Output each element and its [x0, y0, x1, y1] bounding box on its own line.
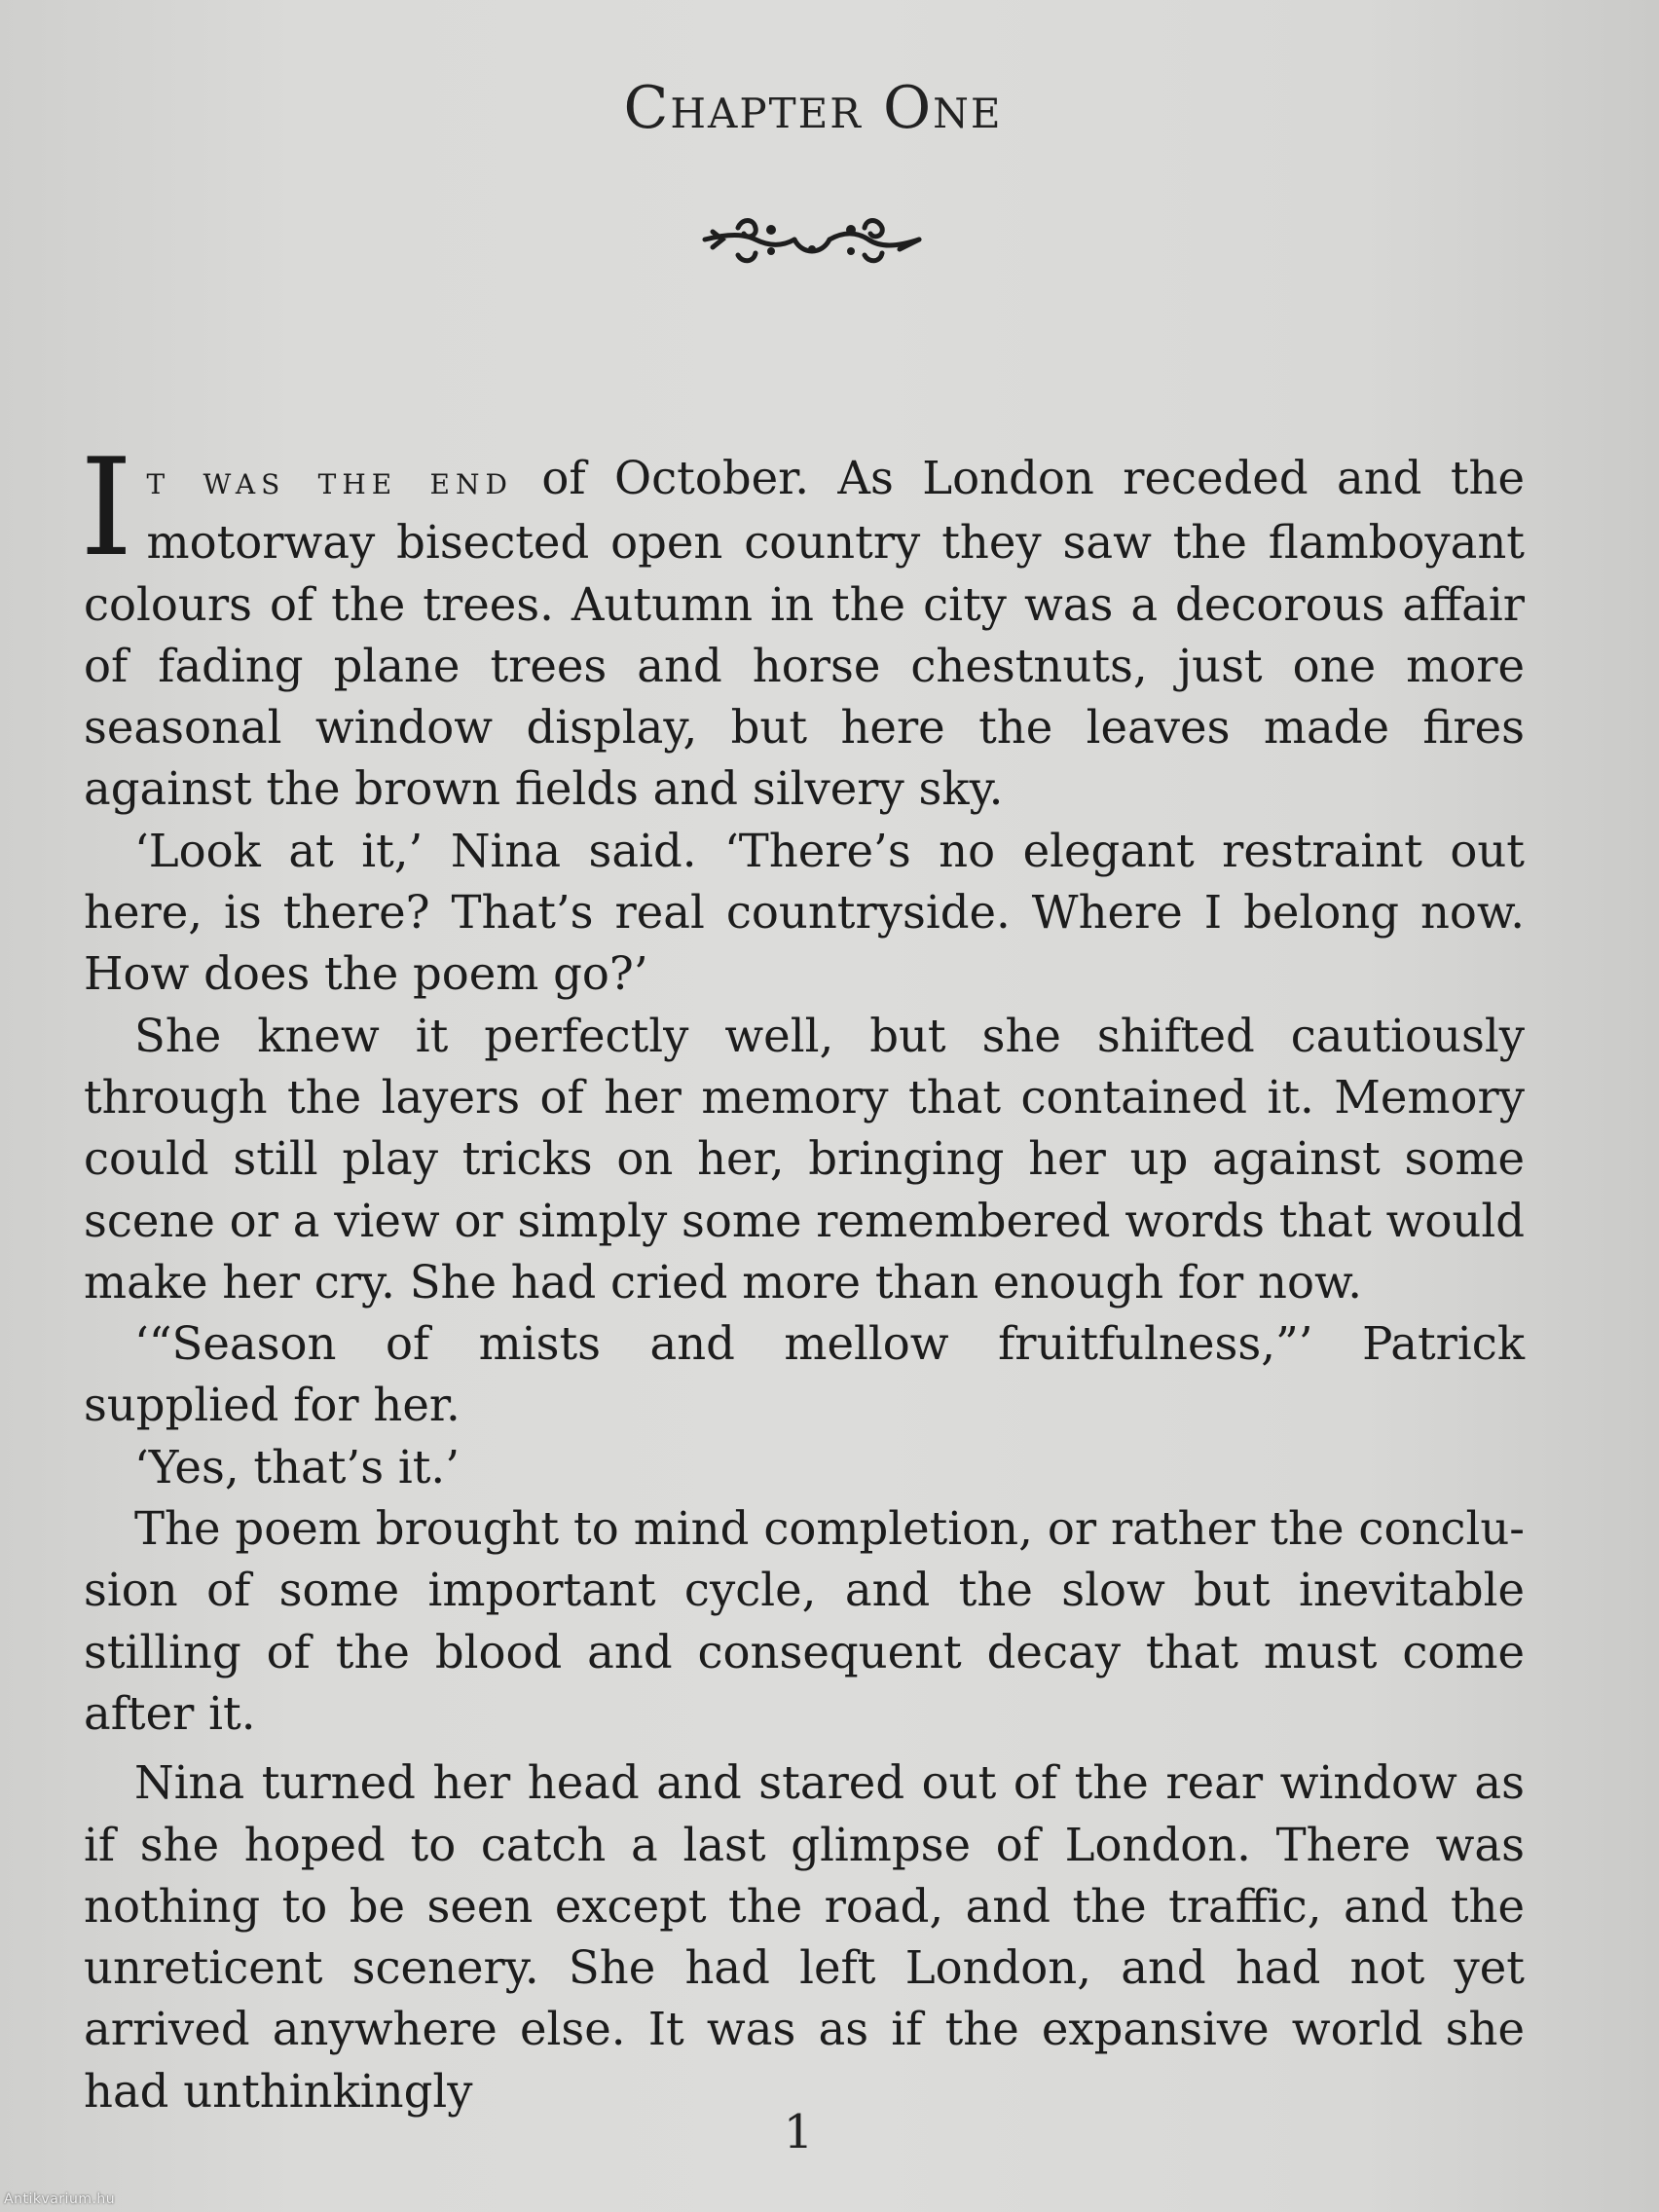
paragraph-3: She knew it perfectly well, but she shifted cautiously through the layers of her memory that contained it. Memory could still play tricks on her, bringing her up against some scene or a view or simply some remembered words that would make her cry. She had cried more than enough for now.: [84, 1009, 1525, 1309]
scroll-ornament-icon: [699, 210, 925, 269]
paragraph-5: ‘Yes, that’s it.’: [134, 1440, 460, 1493]
chapter-title: Chapter One: [623, 74, 1003, 142]
chapter-body: [80, 429, 1526, 2122]
paragraph-6: The poem brought to mind completion, or rather the conclu-sion of some important cycle, and the slow but inevitable stilling of the blood and consequent decay that must come after it.: [84, 1502, 1525, 1740]
lead-in-small-caps: t was the end: [146, 459, 513, 503]
paragraph-1-text: of October. As London receded and the motorway bisected open country they saw the flamboyant colours of the trees. Autumn in the city was a decorous affair of fading plane trees and horse chestnuts, just one more seasonal window display, but here the leaves made fires against the brown fields and silvery sky.: [84, 452, 1526, 816]
paragraph-7: Nina turned her head and stared out of the rear window as if she hoped to catch a last glimpse of London. There was nothing to be seen except the road, and the traffic, and the unreticent scenery. She had left London, and had not yet arrived anywhere else. It was as if the expansive world she had unthinkingly: [84, 1756, 1525, 2118]
paragraph-2: ‘Look at it,’ Nina said. ‘There’s no elegant restraint out here, is there? That’s real countryside. Where I belong now. How does the poem go?’: [84, 824, 1525, 1001]
watermark: Antikvarium.hu: [4, 2192, 116, 2207]
page-number: 1: [783, 2105, 814, 2159]
drop-cap: I: [80, 429, 133, 586]
paragraph-4: ‘“Season of mists and mellow fruitfulness,”’ Patrick supplied for her.: [84, 1317, 1525, 1432]
paragraph-1: [80, 429, 1526, 821]
